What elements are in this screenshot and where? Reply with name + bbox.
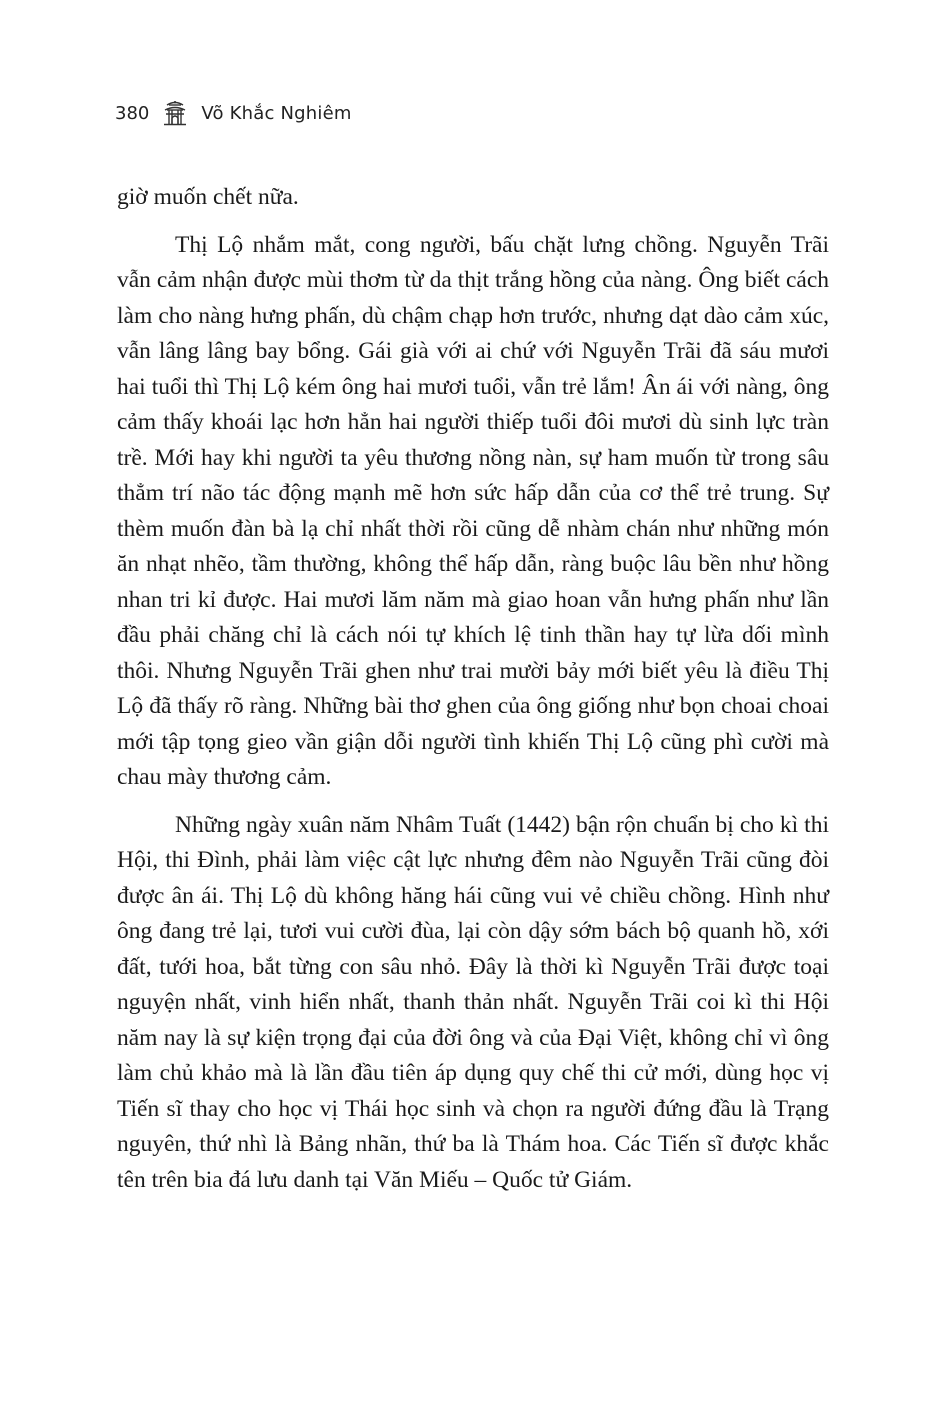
author-name: Võ Khắc Nghiêm [201,102,352,124]
page-number: 380 [115,102,150,124]
paragraph: Những ngày xuân năm Nhâm Tuất (1442) bận rộn chuẩn bị cho kì thi Hội, thi Đình, phải làm việc cật lực nhưng đêm nào Nguyễn Trãi cũng đòi được ân ái. Thị Lộ dù không hăng hái cũng vui vẻ chiều chồng. Hình như ông đang trẻ lại, tươi vui cười đùa, lại còn dậy sớm bách bộ quanh hồ, xới đất, tưới hoa, bắt từng con sâu nhỏ. Đây là thời kì Nguyễn Trãi được toại nguyện nhất, vinh hiển nhất, thanh thản nhất. Nguyễn Trãi coi kì thi Hội năm nay là sự kiện trọng đại của đời ông và của Đại Việt, không chỉ vì ông làm chủ khảo mà là lần đầu tiên áp dụng quy chế thi cử mới, dùng học vị Tiến sĩ thay cho học vị Thái học sinh và chọn ra người đứng đầu là Trạng nguyên, thứ nhì là Bảng nhãn, thứ ba là Thám hoa. Các Tiến sĩ được khắc tên trên bia đá lưu danh tại Văn Miếu – Quốc tử Giám. [117,811,829,1193]
body-text [117,180,829,1198]
paragraph: Thị Lộ nhắm mắt, cong người, bấu chặt lưng chồng. Nguyễn Trãi vẫn cảm nhận được mùi thơm từ da thịt trắng hồng của nàng. Ông biết cách làm cho nàng hưng phấn, dù chậm chạp hơn trước, nhưng dạt dào cảm xúc, vẫn lâng lâng bay bổng. Gái già với ai chứ với Nguyễn Trãi đã sáu mươi hai tuổi thì Thị Lộ kém ông hai mươi tuổi, vẫn trẻ lắm! Ân ái với nàng, ông cảm thấy khoái lạc hơn hẳn hai người thiếp tuổi đôi mươi dù sinh lực tràn trề. Mới hay khi người ta yêu thương nồng nàn, sự ham muốn từ trong sâu thẳm trí não tác động mạnh mẽ hơn sức hấp dẫn của cơ thể trẻ trung. Sự thèm muốn đàn bà lạ chỉ nhất thời rồi cũng dễ nhàm chán như những món ăn nhạt nhẽo, tầm thường, không thể hấp dẫn, ràng buộc lâu bền như hồng nhan tri kỉ được. Hai mươi lăm năm mà giao hoan vẫn hưng phấn như lần đầu phải chăng chỉ là cách nói tự khích lệ tinh thần hay tự lừa dối mình thôi. Nhưng Nguyễn Trãi ghen như trai mười bảy mới biết yêu là điều Thị Lộ đã thấy rõ ràng. Những bài thơ ghen của ông giống như bọn choai choai mới tập tọng gieo vần giận dỗi người tình khiến Thị Lộ cũng phì cười mà chau mày thương cảm. [117,231,829,790]
page-header [115,96,352,130]
temple-gate-icon [161,99,189,127]
paragraph-continuation: giờ muốn chết nữa. [117,184,299,210]
